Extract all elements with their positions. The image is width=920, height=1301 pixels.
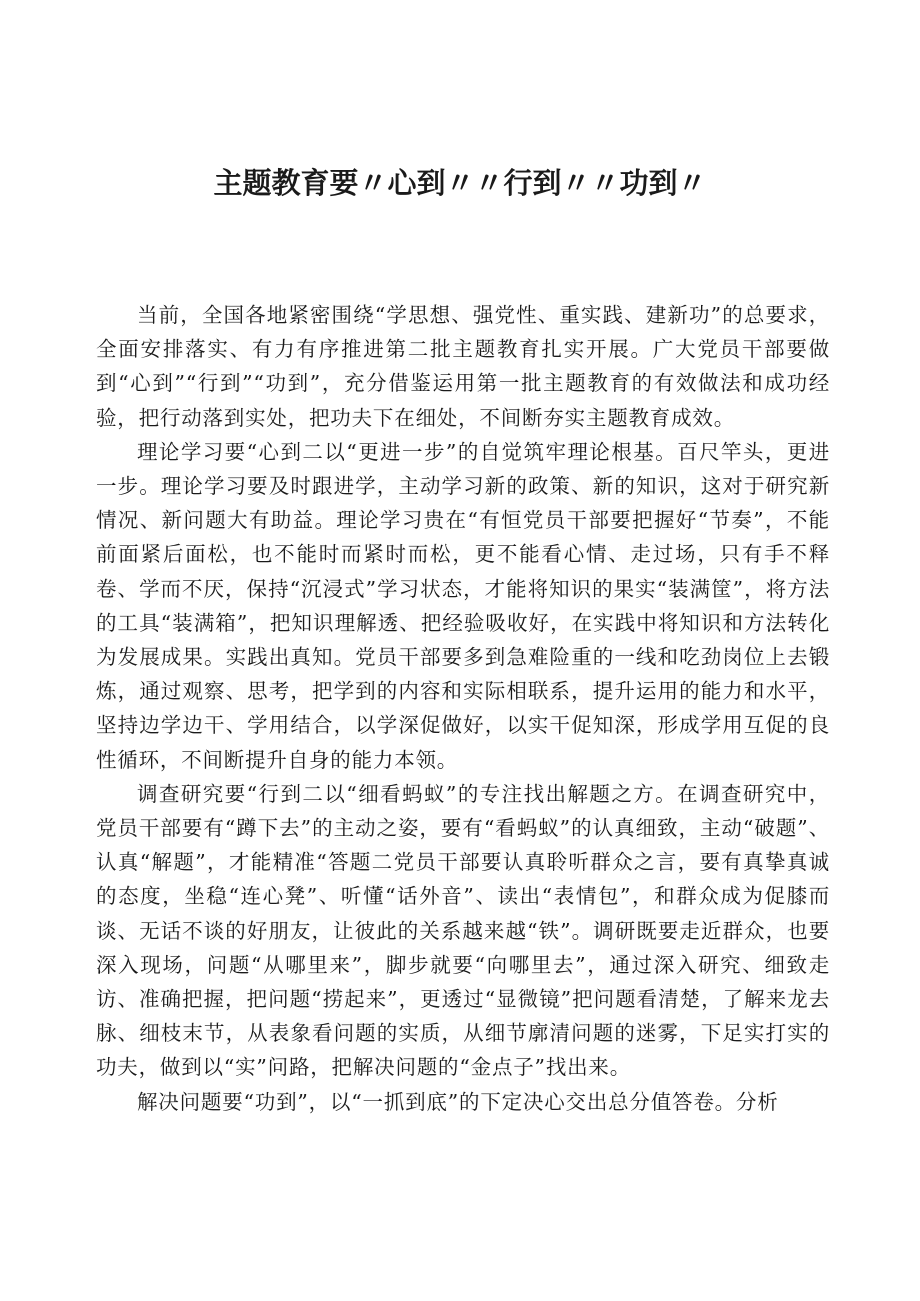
paragraph-problem-solving: 解决问题要“功到”，以“一抓到底”的下定决心交出总分值答卷。分析	[137, 1089, 779, 1114]
document-body	[96, 298, 830, 1119]
document-title: 主题教育要〃心到〃〃行到〃〃功到〃	[213, 166, 707, 200]
paragraph-investigation: 调查研究要“行到二以“细看蚂蚁”的专注找出解题之方。在调查研究中，党员干部要有“蹲下去”的主动之姿，要有“看蚂蚁”的认真细致，主动“破题”、认真“解题”，才能精准“答题二党员干部要认真聆听群众之言，要有真挚真诚的态度，坐稳“连心凳”、听懂“话外音”、读出“表情包”，和群众成为促膝而谈、无话不谈的好朋友，让彼此的关系越来越“铁”。调研既要走近群众，也要深入现场，问题“从哪里来”，脚步就要“向哪里去”，通过深入研究、细致走访、准确把握，把问题“捞起来”，更透过“显微镜”把问题看清楚，了解来龙去脉、细枝末节，从表象看问题的实质，从细节廓清问题的迷雾，下足实打实的功夫，做到以“实”问路，把解决问题的“金点子”找出来。	[96, 781, 830, 1080]
paragraph-intro: 当前，全国各地紧密围绕“学思想、强党性、重实践、建新功”的总要求，全面安排落实、有力有序推进第二批主题教育扎实开展。广大党员干部要做到“心到”“行到”“功到”，充分借鉴运用第一批主题教育的有效做法和成功经验，把行动落到实处，把功夫下在细处，不间断夯实主题教育成效。	[96, 303, 830, 430]
paragraph-theory-study: 理论学习要“心到二以“更进一步”的自觉筑牢理论根基。百尺竿头，更进一步。理论学习要及时跟进学，主动学习新的政策、新的知识，这对于研究新情况、新问题大有助益。理论学习贵在“有恒党员干部要把握好“节奏”，不能前面紧后面松，也不能时而紧时而松，更不能看心情、走过场，只有手不释卷、学而不厌，保持“沉浸式”学习状态，才能将知识的果实“装满筐”，将方法的工具“装满箱”，把知识理解透、把经验吸收好，在实践中将知识和方法转化为发展成果。实践出真知。党员干部要多到急难险重的一线和吃劲岗位上去锻炼，通过观察、思考，把学到的内容和实际相联系，提升运用的能力和水平，坚持边学边干、学用结合，以学深促做好，以实干促知深，形成学用互促的良性循环，不间断提升自身的能力本领。	[96, 439, 830, 772]
